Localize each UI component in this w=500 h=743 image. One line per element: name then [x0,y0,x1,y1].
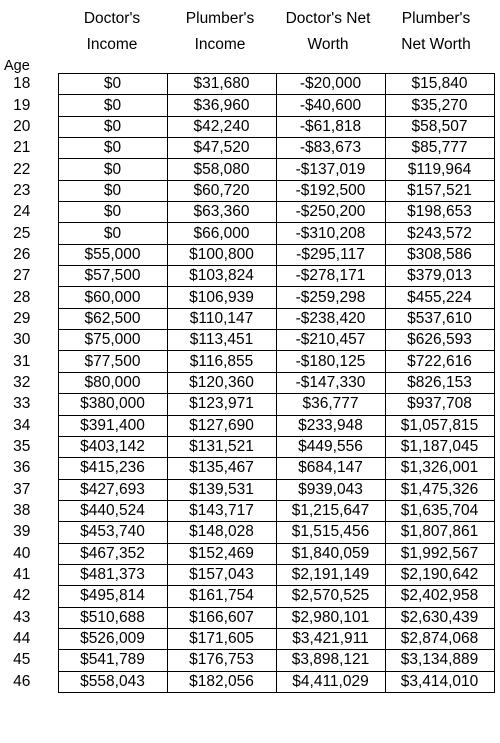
plumber-net-worth-cell: $3,414,010 [385,671,494,692]
header-label-line: Doctor's Net [285,10,371,27]
doctor-net-worth-cell: -$137,019 [276,159,385,180]
header-label-line: Plumber's [185,10,255,27]
doctor-net-worth-cell: -$259,298 [276,287,385,308]
table-row [4,223,494,244]
header-label-line: Net Worth [401,36,471,53]
plumber-net-worth-cell: $626,593 [385,330,494,351]
income-networth-table [4,73,495,693]
age-cell: 24 [13,203,31,221]
doctor-net-worth-cell: -$295,117 [276,244,385,265]
doctor-income-cell: $481,373 [58,564,167,585]
plumber-income-cell: $152,469 [167,543,276,564]
age-cell: 29 [13,309,31,327]
plumber-net-worth-cell: $157,521 [385,180,494,201]
table-row [4,543,494,564]
doctor-income-cell: $0 [58,116,167,137]
table-row [4,372,494,393]
plumber-net-worth-cell: $537,610 [385,308,494,329]
doctor-net-worth-cell: -$61,818 [276,116,385,137]
age-cell: 41 [13,566,31,584]
plumber-net-worth-cell: $15,840 [385,74,494,95]
age-cell: 26 [13,245,31,263]
age-cell: 40 [13,544,31,562]
age-cell: 34 [13,416,31,434]
plumber-net-worth-cell: $826,153 [385,372,494,393]
header-label-line: Doctor's [83,10,141,27]
plumber-net-worth-cell: $1,475,326 [385,479,494,500]
doctor-income-cell: $0 [58,95,167,116]
header-label-line: Income [86,36,138,53]
doctor-income-cell: $558,043 [58,671,167,692]
plumber-net-worth-cell: $308,586 [385,244,494,265]
doctor-income-cell: $427,693 [58,479,167,500]
doctor-income-cell: $75,000 [58,330,167,351]
doctor-net-worth-cell: $3,421,911 [276,628,385,649]
table-row [4,650,494,671]
table-row [4,95,494,116]
doctor-net-worth-cell: -$40,600 [276,95,385,116]
plumber-income-cell: $139,531 [167,479,276,500]
plumber-income-cell: $66,000 [167,223,276,244]
table-row [4,202,494,223]
doctor-income-cell: $0 [58,138,167,159]
plumber-income-cell: $176,753 [167,650,276,671]
plumber-net-worth-cell: $937,708 [385,394,494,415]
doctor-income-cell: $57,500 [58,266,167,287]
doctor-income-cell: $541,789 [58,650,167,671]
doctor-income-cell: $467,352 [58,543,167,564]
doctor-net-worth-cell: -$147,330 [276,372,385,393]
plumber-income-cell: $120,360 [167,372,276,393]
age-cell: 27 [13,267,31,285]
table-header [0,6,500,72]
doctor-income-cell: $80,000 [58,372,167,393]
age-cell: 36 [13,459,31,477]
plumber-net-worth-cell: $455,224 [385,287,494,308]
plumber-income-cell: $131,521 [167,436,276,457]
doctor-income-cell: $0 [58,159,167,180]
doctor-income-cell: $0 [58,180,167,201]
doctor-income-cell: $526,009 [58,628,167,649]
table-row [4,244,494,265]
table-row [4,138,494,159]
header-doctor-income [58,6,166,58]
plumber-net-worth-cell: $85,777 [385,138,494,159]
doctor-net-worth-cell: -$278,171 [276,266,385,287]
header-label-line: Income [194,36,246,53]
table-row [4,330,494,351]
age-cell: 45 [13,651,31,669]
plumber-net-worth-cell: $379,013 [385,266,494,287]
age-cell: 21 [13,139,31,157]
doctor-net-worth-cell: -$192,500 [276,180,385,201]
plumber-net-worth-cell: $35,270 [385,95,494,116]
age-cell: 35 [13,438,31,456]
plumber-income-cell: $60,720 [167,180,276,201]
plumber-income-cell: $110,147 [167,308,276,329]
plumber-net-worth-cell: $198,653 [385,202,494,223]
doctor-income-cell: $77,500 [58,351,167,372]
doctor-net-worth-cell: $2,191,149 [276,564,385,585]
plumber-income-cell: $106,939 [167,287,276,308]
table-row [4,500,494,521]
age-cell: 32 [13,373,31,391]
doctor-income-cell: $380,000 [58,394,167,415]
header-age: Age [4,58,30,74]
plumber-income-cell: $127,690 [167,415,276,436]
header-plumber-income [166,6,274,58]
table-row [4,564,494,585]
plumber-net-worth-cell: $1,326,001 [385,458,494,479]
age-cell: 20 [13,117,31,135]
doctor-net-worth-cell: $4,411,029 [276,671,385,692]
table-row [4,458,494,479]
plumber-net-worth-cell: $722,616 [385,351,494,372]
plumber-net-worth-cell: $2,874,068 [385,628,494,649]
age-cell: 37 [13,480,31,498]
table-row [4,159,494,180]
age-cell: 33 [13,395,31,413]
table-row [4,351,494,372]
doctor-net-worth-cell: $2,570,525 [276,586,385,607]
plumber-income-cell: $31,680 [167,74,276,95]
doctor-income-cell: $0 [58,202,167,223]
plumber-income-cell: $100,800 [167,244,276,265]
table-row [4,671,494,692]
age-cell: 39 [13,523,31,541]
plumber-income-cell: $113,451 [167,330,276,351]
table-row [4,436,494,457]
plumber-income-cell: $58,080 [167,159,276,180]
table-row [4,522,494,543]
table-row [4,415,494,436]
doctor-net-worth-cell: $1,840,059 [276,543,385,564]
plumber-net-worth-cell: $1,057,815 [385,415,494,436]
header-doctor-net-worth [274,6,382,58]
plumber-income-cell: $123,971 [167,394,276,415]
table-row [4,586,494,607]
doctor-net-worth-cell: $1,215,647 [276,500,385,521]
doctor-net-worth-cell: -$180,125 [276,351,385,372]
table-row [4,180,494,201]
plumber-net-worth-cell: $1,992,567 [385,543,494,564]
doctor-income-cell: $0 [58,74,167,95]
age-cell: 44 [13,630,31,648]
age-cell: 46 [13,672,31,690]
doctor-income-cell: $60,000 [58,287,167,308]
doctor-net-worth-cell: -$250,200 [276,202,385,223]
age-cell: 43 [13,608,31,626]
plumber-income-cell: $42,240 [167,116,276,137]
doctor-net-worth-cell: -$210,457 [276,330,385,351]
doctor-net-worth-cell: $939,043 [276,479,385,500]
plumber-net-worth-cell: $1,187,045 [385,436,494,457]
plumber-income-cell: $103,824 [167,266,276,287]
plumber-income-cell: $116,855 [167,351,276,372]
age-cell: 23 [13,181,31,199]
plumber-income-cell: $161,754 [167,586,276,607]
age-cell: 19 [13,96,31,114]
table-row [4,308,494,329]
doctor-income-cell: $495,814 [58,586,167,607]
plumber-net-worth-cell: $1,635,704 [385,500,494,521]
doctor-income-cell: $55,000 [58,244,167,265]
table-row [4,607,494,628]
plumber-income-cell: $166,607 [167,607,276,628]
doctor-income-cell: $510,688 [58,607,167,628]
age-cell: 25 [13,224,31,242]
plumber-net-worth-cell: $2,630,439 [385,607,494,628]
age-cell: 38 [13,502,31,520]
age-cell: 22 [13,160,31,178]
doctor-net-worth-cell: $684,147 [276,458,385,479]
header-label-line: Worth [307,36,349,53]
doctor-net-worth-cell: -$238,420 [276,308,385,329]
doctor-net-worth-cell: $233,948 [276,415,385,436]
plumber-income-cell: $171,605 [167,628,276,649]
table-row [4,394,494,415]
doctor-net-worth-cell: $3,898,121 [276,650,385,671]
table-row [4,74,494,95]
age-cell: 28 [13,288,31,306]
table-row [4,479,494,500]
plumber-net-worth-cell: $1,807,861 [385,522,494,543]
header-label-line: Plumber's [401,10,471,27]
plumber-net-worth-cell: $2,190,642 [385,564,494,585]
plumber-net-worth-cell: $243,572 [385,223,494,244]
table-row [4,628,494,649]
plumber-income-cell: $148,028 [167,522,276,543]
doctor-net-worth-cell: $449,556 [276,436,385,457]
plumber-net-worth-cell: $58,507 [385,116,494,137]
plumber-income-cell: $63,360 [167,202,276,223]
plumber-net-worth-cell: $3,134,889 [385,650,494,671]
table-row [4,116,494,137]
table-body [4,74,494,693]
doctor-net-worth-cell: -$20,000 [276,74,385,95]
age-cell: 42 [13,587,31,605]
age-cell: 31 [13,352,31,370]
doctor-income-cell: $0 [58,223,167,244]
plumber-income-cell: $135,467 [167,458,276,479]
doctor-income-cell: $440,524 [58,500,167,521]
plumber-income-cell: $182,056 [167,671,276,692]
plumber-net-worth-cell: $2,402,958 [385,586,494,607]
plumber-income-cell: $143,717 [167,500,276,521]
table-row [4,287,494,308]
doctor-net-worth-cell: -$83,673 [276,138,385,159]
age-cell: 30 [13,331,31,349]
doctor-net-worth-cell: $36,777 [276,394,385,415]
doctor-net-worth-cell: -$310,208 [276,223,385,244]
doctor-income-cell: $391,400 [58,415,167,436]
doctor-net-worth-cell: $1,515,456 [276,522,385,543]
table-row [4,266,494,287]
plumber-net-worth-cell: $119,964 [385,159,494,180]
plumber-income-cell: $157,043 [167,564,276,585]
doctor-income-cell: $415,236 [58,458,167,479]
plumber-income-cell: $36,960 [167,95,276,116]
doctor-income-cell: $62,500 [58,308,167,329]
age-cell: 18 [13,75,31,93]
doctor-income-cell: $453,740 [58,522,167,543]
doctor-net-worth-cell: $2,980,101 [276,607,385,628]
doctor-income-cell: $403,142 [58,436,167,457]
header-plumber-net-worth [382,6,490,58]
plumber-income-cell: $47,520 [167,138,276,159]
